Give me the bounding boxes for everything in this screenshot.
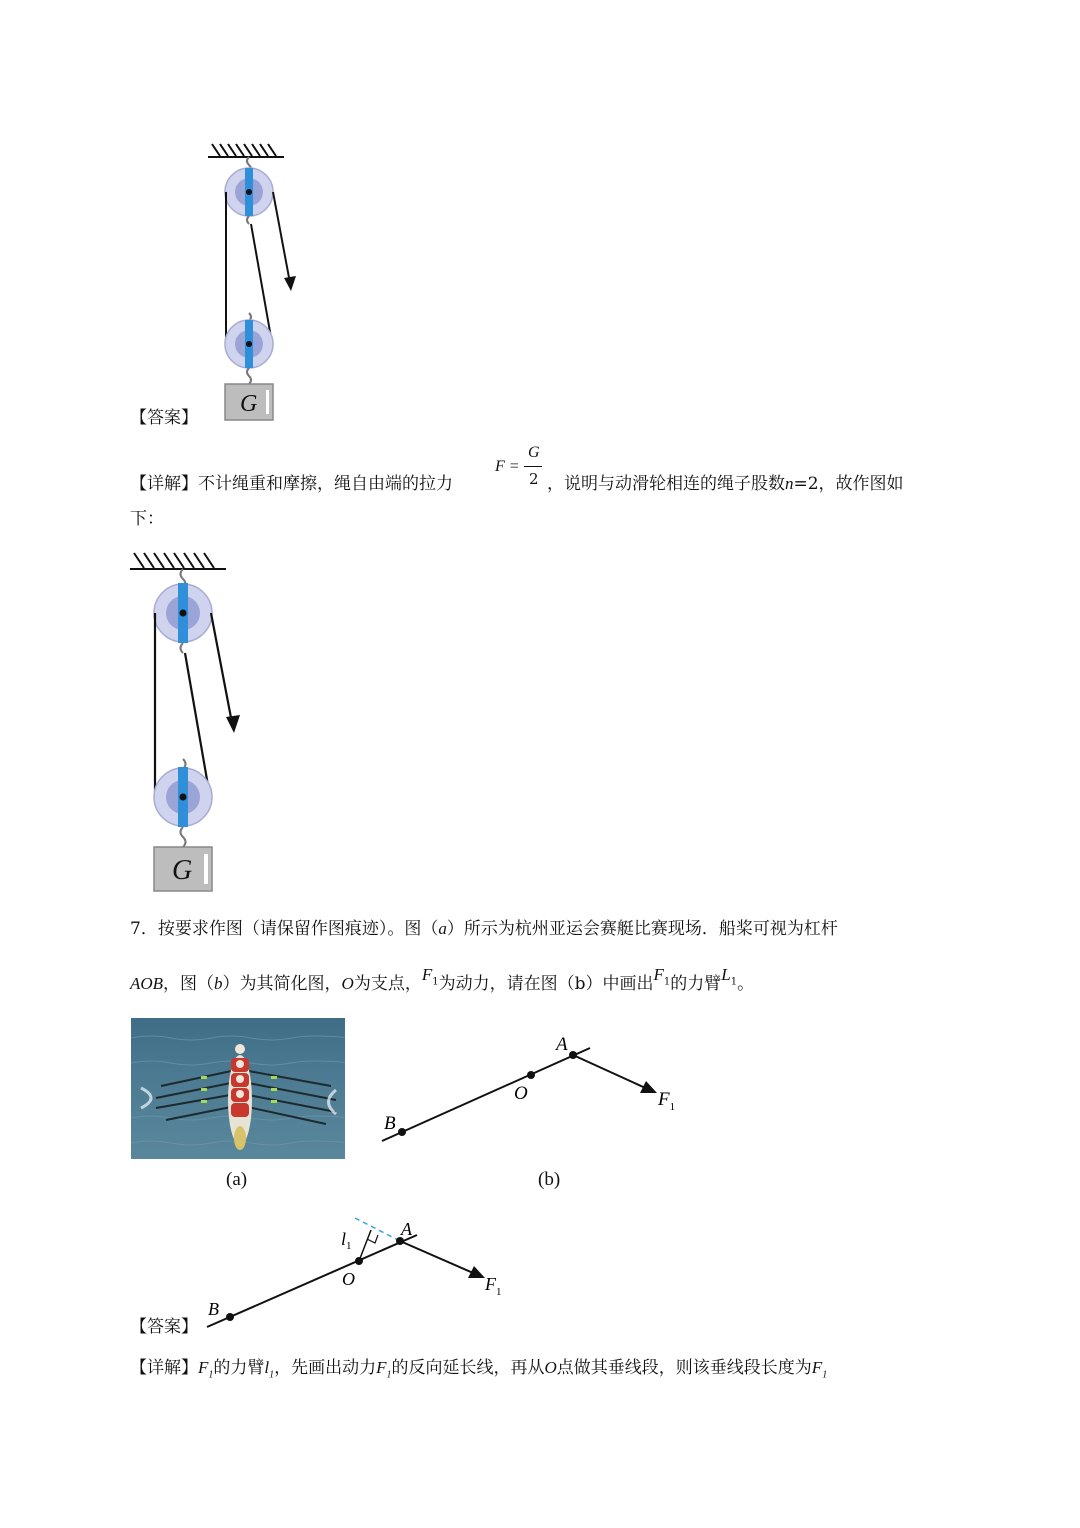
label-b: B xyxy=(384,1113,396,1134)
label-l1: $l_1$ xyxy=(341,1229,352,1252)
pivot-o: O xyxy=(341,974,354,993)
formula-denominator: 2 xyxy=(529,470,539,488)
detail-text: 不计绳重和摩擦，绳自由端的拉力 xyxy=(198,474,453,494)
point-b xyxy=(398,1128,406,1136)
fixed-pulley xyxy=(225,168,273,216)
fixed-pulley xyxy=(154,583,212,643)
question-7-line-2: AOB，图（b）为其简化图，O为支点，$F_1$为动力，请在图（b）中画出$F_1$的力臂$L_1$。 xyxy=(130,965,755,994)
detail-label: 【详解】 xyxy=(130,1358,198,1378)
point-o xyxy=(355,1257,363,1265)
question-text: ）为其简化图， xyxy=(222,974,342,994)
point-o xyxy=(527,1071,535,1079)
label-f1: $F_1$ xyxy=(485,1274,502,1298)
label-a: A xyxy=(401,1219,412,1239)
arm-l1: L xyxy=(721,965,731,984)
question-text: ）所示为杭州亚运会赛艇比赛现场．船桨可视为杠杆 xyxy=(446,919,838,939)
ceiling-hatch xyxy=(130,553,226,569)
question-text: ，图（ xyxy=(163,974,215,994)
detail-line-2: 下： xyxy=(130,509,164,529)
formula-lhs: F = xyxy=(495,458,520,475)
movable-pulley xyxy=(154,767,212,827)
detail-line-1 xyxy=(130,472,453,496)
lever-answer-figure xyxy=(195,1215,525,1330)
detail-label: 【详解】 xyxy=(130,474,198,494)
lever-figure-b xyxy=(370,1025,700,1155)
block-label: G xyxy=(172,855,193,886)
variable-a: a xyxy=(438,919,447,938)
block-label: G xyxy=(240,391,258,417)
label-o: O xyxy=(514,1083,528,1104)
detail-2-line: 【详解】$F_1$的力臂$l_1$，先画出动力$F_1$的反向延长线，再从O点做其垂线段，则该垂线段长度为$F_1$ xyxy=(130,1358,828,1381)
question-text: 按要求作图（请保留作图痕迹）。图（ xyxy=(157,919,439,939)
ceiling-hatch xyxy=(208,144,284,157)
variable-n: n xyxy=(785,474,794,493)
detail-line-1b xyxy=(547,472,904,496)
variable-b: b xyxy=(214,974,223,993)
detail-text: =2，故作图如 xyxy=(793,474,904,494)
formula-f-eq-g-over-2 xyxy=(495,444,555,494)
answer-label-1: 【答案】 xyxy=(130,408,198,428)
label-f1: $F_1$ xyxy=(658,1089,676,1113)
question-number: 7． xyxy=(130,919,158,939)
pulley-figure-1 xyxy=(200,138,310,428)
question-7-line-1 xyxy=(130,917,838,941)
question-text: 的力臂 xyxy=(670,974,722,994)
point-b xyxy=(226,1313,234,1321)
label-o: O xyxy=(342,1269,355,1289)
rowing-photo xyxy=(131,1018,345,1159)
answer-label-2: 【答案】 xyxy=(130,1317,198,1337)
formula-numerator: G xyxy=(528,444,540,461)
force-f1: F xyxy=(653,965,664,984)
question-text: 为动力，请在图（b）中画出 xyxy=(438,974,654,994)
movable-pulley xyxy=(225,320,273,368)
pulley-figure-2 xyxy=(128,545,258,897)
detail-text: ，说明与动滑轮相连的绳子股数 xyxy=(547,474,785,494)
question-text: 为支点， xyxy=(353,974,422,994)
point-a xyxy=(569,1051,577,1059)
label-a: A xyxy=(556,1034,568,1055)
label-b: B xyxy=(208,1299,219,1319)
force-f1: F xyxy=(421,965,433,984)
figure-a-caption: (a) xyxy=(226,1169,248,1190)
lever-aob: AOB xyxy=(130,974,164,993)
figure-b-caption: (b) xyxy=(538,1169,561,1190)
